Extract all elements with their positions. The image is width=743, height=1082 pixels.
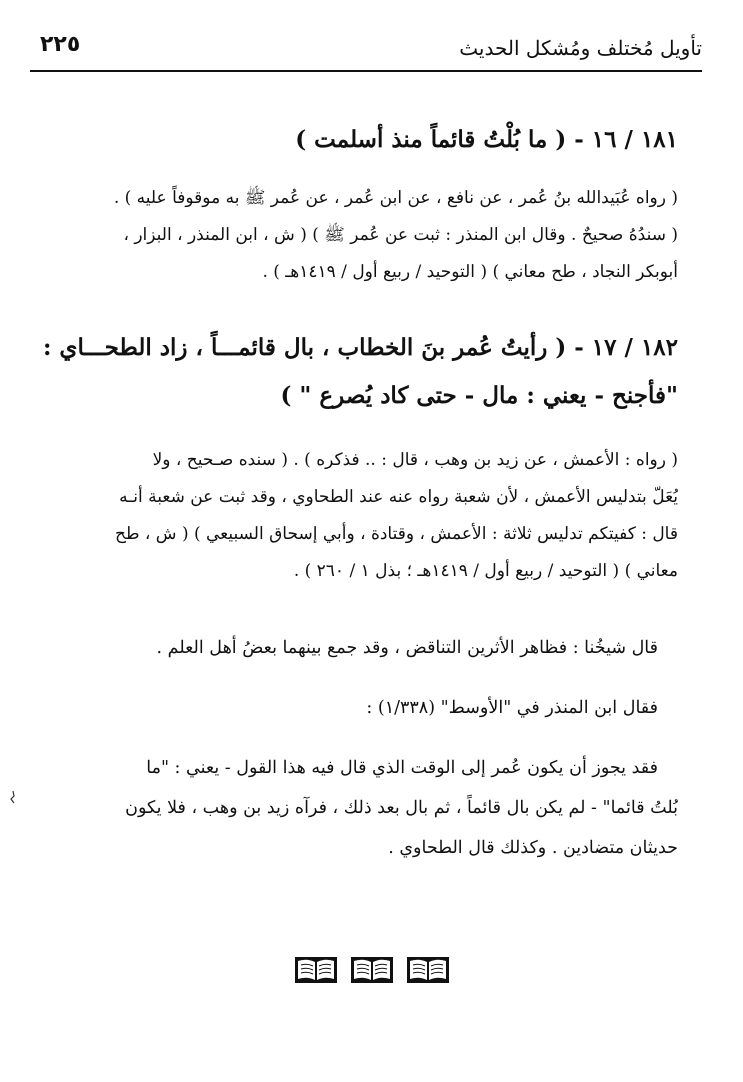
commentary-line: فقال ابن المنذر في "الأوسط" (١/٣٣٨) : [366,698,658,718]
hadith-182-heading-line: ١٨٢ / ١٧ - ( رأيتُ عُمر بنَ الخطاب ، بال قائمـــاً ، زاد الطحـــاي : [42,334,678,361]
end-ornament [294,955,450,985]
hadith-182-heading-line: "فأجنح - يعني : مال - حتى كاد يُصرع " ) [280,382,678,409]
commentary-paragraph-3 [48,748,678,868]
margin-ink-mark [8,790,18,804]
hadith-181-line: ( رواه عُبَيدالله بنُ عُمر ، عن نافع ، عن ابن عُمر ، عن عُمر ﷺ به موقوفاً عليه ) . [113,188,678,208]
hadith-181-line: أبوبكر النجاد ، طح معاني ) ( التوحيد / ربيع أول / ١٤١٩هـ ) . [262,262,678,282]
open-book-icon [350,956,394,984]
hadith-182-line: ( رواه : الأعمش ، عن زيد بن وهب ، قال : .. فذكره ) . ( سنده صـحيح ، ولا [152,450,678,470]
page-number: ٢٢٥ [40,32,81,57]
commentary-paragraph-1 [48,628,678,668]
commentary-line: حديثان متضادين . وكذلك قال الطحاوي . [388,838,678,858]
hadith-182-line: يُعَلّ بتدليس الأعمش ، لأن شعبة رواه عنه عند الطحاوي ، وقد ثبت عن شعبة أنـه [119,487,678,507]
running-title: تأويل مُختلف ومُشكل الحديث [459,36,702,60]
open-book-icon [406,956,450,984]
commentary-line: فقد يجوز أن يكون عُمر إلى الوقت الذي قال فيه هذا القول - يعني : "ما [146,758,658,778]
hadith-181-line: ( سندُهُ صحيحٌ . وقال ابن المنذر : ثبت عن عُمر ﷺ ) ( ش ، ابن المنذر ، البزار ، [123,225,678,245]
hadith-182-commentary [48,442,678,590]
commentary-line: بُلتُ قائما" - لم يكن بال قائماً ، ثم بال بعد ذلك ، فرآه زيد بن وهب ، فلا يكون [125,798,678,818]
page-header [30,24,702,72]
hadith-182-line: قال : كفيتكم تدليس ثلاثة : الأعمش ، وقتادة ، وأبي إسحاق السبيعي ) ( ش ، طح [114,524,678,544]
hadith-182-line: معاني ) ( التوحيد / ربيع أول / ١٤١٩هـ ؛ بذل ١ / ٢٦٠ ) . [293,561,678,581]
hadith-181-commentary [48,180,678,291]
commentary-line: قال شيخُنا : فظاهر الأثرين التناقض ، وقد جمع بينهما بعضُ أهل العلم . [156,638,658,658]
hadith-181-heading: ١٨١ / ١٦ - ( ما بُلْتُ قائماً منذ أسلمت ) [295,126,678,153]
commentary-paragraph-2 [48,688,678,728]
hadith-182-heading [42,324,678,420]
open-book-icon [294,956,338,984]
